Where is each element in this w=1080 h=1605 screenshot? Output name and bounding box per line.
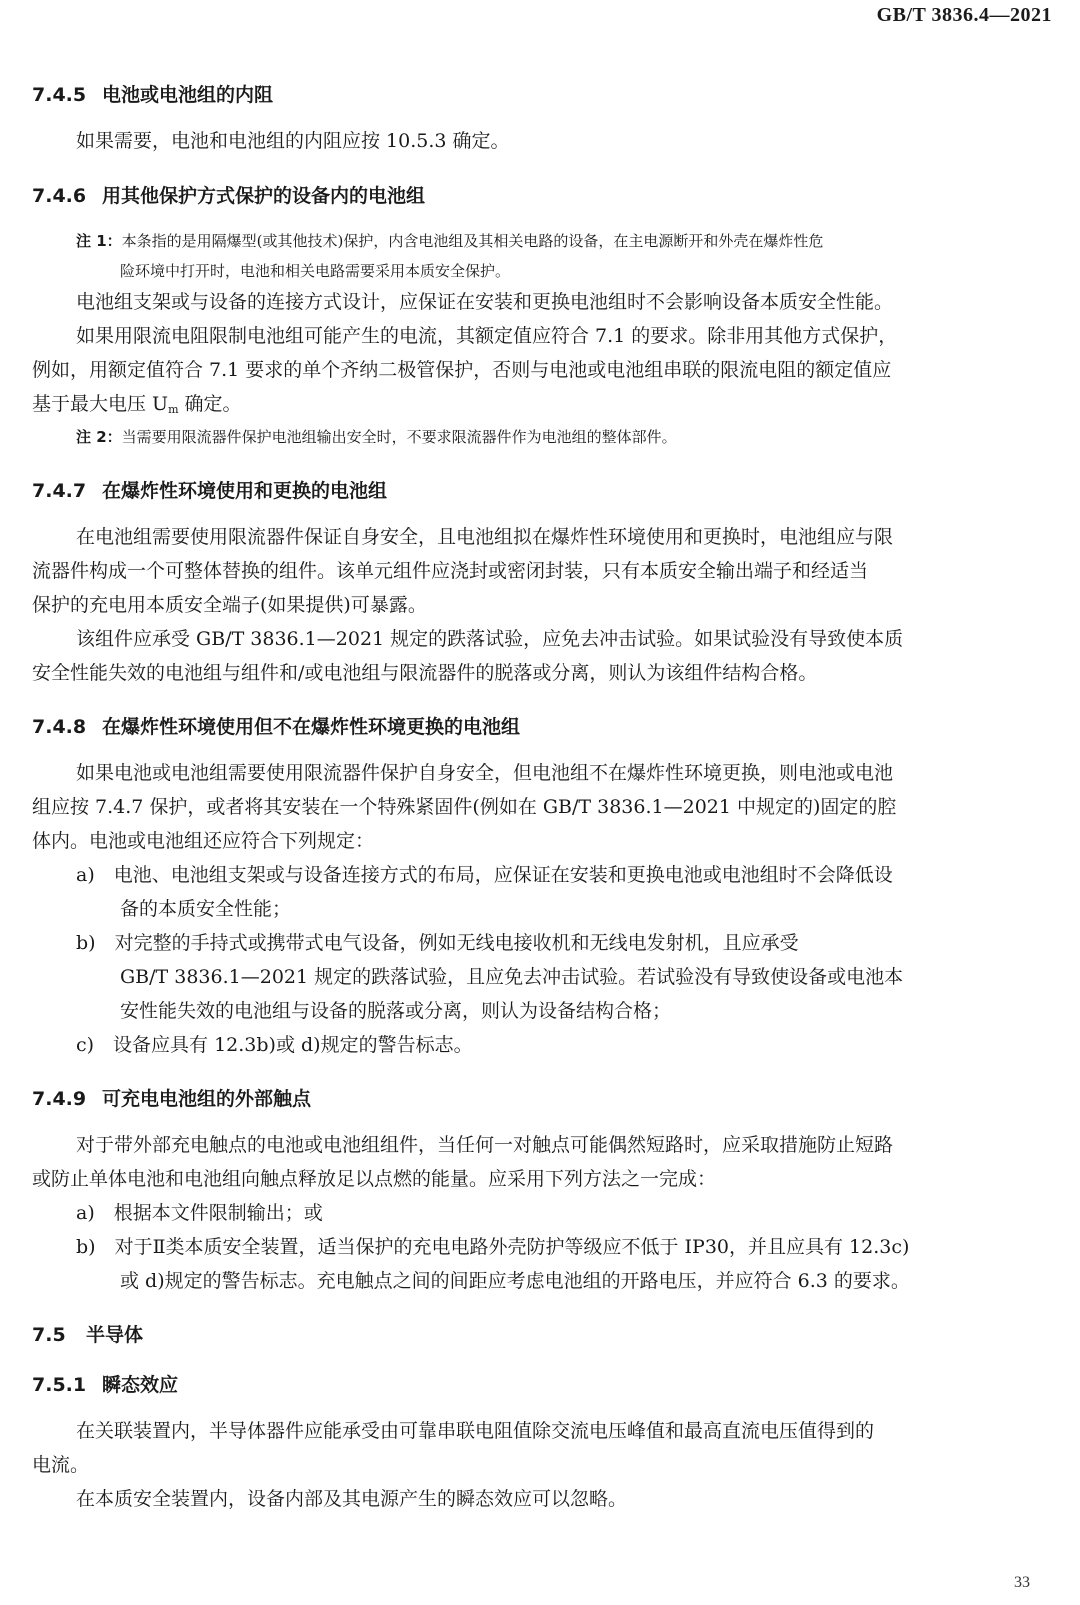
- subscript: m: [168, 403, 179, 416]
- paragraph-line: 体内。电池或电池组还应符合下列规定：: [32, 830, 375, 852]
- paragraph: 对于带外部充电触点的电池或电池组组件，当任何一对触点可能偶然短路时，应采取措施防止短路: [76, 1134, 894, 1156]
- paragraph-line: 组应按 7.4.7 保护，或者将其安装在一个特殊紧固件(例如在 GB/T 3836.1—2021 中规定的)固定的腔: [32, 796, 897, 818]
- standard-number: GB/T 3836.4—2021: [876, 4, 1052, 26]
- note-1-line-2: 险环境中打开时，电池和相关电路需要采用本质安全保护。: [120, 262, 511, 280]
- paragraph-line: 安全性能失效的电池组与组件和/或电池组与限流器件的脱落或分离，则认为该组件结构合格。: [32, 662, 818, 684]
- paragraph-line: [32, 395, 242, 415]
- section-number: 7.4.9: [32, 1088, 87, 1110]
- list-item-a: a) 电池、电池组支架或与设备连接方式的布局，应保证在安装和更换电池或电池组时不会降低设: [76, 864, 893, 886]
- section-heading-7-4-9: [32, 1084, 311, 1111]
- list-item-b: b) 对于Ⅱ类本质安全装置，适当保护的充电电路外壳防护等级应不低于 IP30，并且应具有 12.3c): [76, 1236, 910, 1258]
- note-text: 当需要用限流器件保护电池组输出安全时，不要求限流器件作为电池组的整体部件。: [121, 428, 677, 446]
- paragraph: 该组件应承受 GB/T 3836.1—2021 规定的跌落试验，应免去冲击试验。如果试验没有导致使本质: [76, 628, 904, 650]
- section-heading-7-5: [32, 1320, 143, 1347]
- list-item-b-line-2: 或 d)规定的警告标志。充电触点之间的间距应考虑电池组的开路电压，并应符合 6.3 的要求。: [120, 1270, 910, 1292]
- paragraph: 在关联装置内，半导体器件应能承受由可靠串联电阻值除交流电压峰值和最高直流电压值得到的: [76, 1420, 875, 1442]
- list-item-a-line-2: 备的本质安全性能；: [120, 898, 292, 920]
- section-title: 在爆炸性环境使用但不在爆炸性环境更换的电池组: [102, 716, 521, 738]
- paragraph: 在电池组需要使用限流器件保证自身安全，且电池组拟在爆炸性环境使用和更换时，电池组应与限: [76, 526, 894, 548]
- section-title: 瞬态效应: [102, 1374, 179, 1396]
- text-run: 确定。: [178, 393, 242, 415]
- section-title: 在爆炸性环境使用和更换的电池组: [102, 480, 388, 502]
- paragraph: 如果电池或电池组需要使用限流器件保护自身安全，但电池组不在爆炸性环境更换，则电池或电池: [76, 762, 894, 784]
- note-2: [76, 430, 677, 445]
- section-heading-7-4-8: [32, 712, 520, 739]
- section-heading-7-4-5: [32, 80, 273, 107]
- paragraph: 如果需要，电池和电池组的内阻应按 10.5.3 确定。: [76, 130, 510, 152]
- section-number: 7.4.7: [32, 480, 87, 502]
- section-heading-7-4-6: [32, 181, 425, 208]
- section-title: 半导体: [86, 1324, 144, 1346]
- list-item-a: a) 根据本文件限制输出；或: [76, 1202, 323, 1224]
- section-number: 7.4.6: [32, 185, 87, 207]
- section-heading-7-4-7: [32, 476, 387, 503]
- list-item-b-line-3: 安性能失效的电池组与设备的脱落或分离，则认为设备结构合格；: [120, 1000, 672, 1022]
- note-text: 本条指的是用隔爆型(或其他技术)保护，内含电池组及其相关电路的设备，在主电源断开和外壳在爆炸性危: [121, 232, 824, 250]
- list-item-b: b) 对完整的手持式或携带式电气设备，例如无线电接收机和无线电发射机，且应承受: [76, 932, 799, 954]
- list-item-c: c) 设备应具有 12.3b)或 d)规定的警告标志。: [76, 1034, 473, 1056]
- paragraph-line: 电流。: [32, 1454, 90, 1476]
- paragraph: 在本质安全装置内，设备内部及其电源产生的瞬态效应可以忽略。: [76, 1488, 628, 1510]
- section-number: 7.4.5: [32, 84, 87, 106]
- section-number: 7.5.1: [32, 1374, 87, 1396]
- paragraph-line: 流器件构成一个可整体替换的组件。该单元组件应浇封或密闭封装，只有本质安全输出端子和经适当: [32, 560, 869, 582]
- paragraph: 电池组支架或与设备的连接方式设计，应保证在安装和更换电池组时不会影响设备本质安全性能。: [76, 291, 894, 313]
- list-item-b-line-2: GB/T 3836.1—2021 规定的跌落试验，且应免去冲击试验。若试验没有导致使设备或电池本: [120, 966, 904, 988]
- section-title: 用其他保护方式保护的设备内的电池组: [102, 185, 426, 207]
- paragraph-line: 例如，用额定值符合 7.1 要求的单个齐纳二极管保护，否则与电池或电池组串联的限流电阻的额定值应: [32, 359, 892, 381]
- paragraph-line: 或防止单体电池和电池组向触点释放足以点燃的能量。应采用下列方法之一完成：: [32, 1168, 717, 1190]
- note-1: [76, 234, 823, 249]
- text-run: 基于最大电压 U: [32, 393, 169, 415]
- section-title: 电池或电池组的内阻: [102, 84, 274, 106]
- paragraph: 如果用限流电阻限制电池组可能产生的电流，其额定值应符合 7.1 的要求。除非用其他方式保护，: [76, 325, 898, 347]
- section-heading-7-5-1: [32, 1370, 178, 1397]
- section-title: 可充电电池组的外部触点: [102, 1088, 312, 1110]
- paragraph-line: 保护的充电用本质安全端子(如果提供)可暴露。: [32, 594, 427, 616]
- note-label: 注 1：: [76, 232, 122, 250]
- note-label: 注 2：: [76, 428, 122, 446]
- section-number: 7.4.8: [32, 716, 87, 738]
- page-number: 33: [1014, 1574, 1030, 1591]
- section-number: 7.5: [32, 1324, 66, 1346]
